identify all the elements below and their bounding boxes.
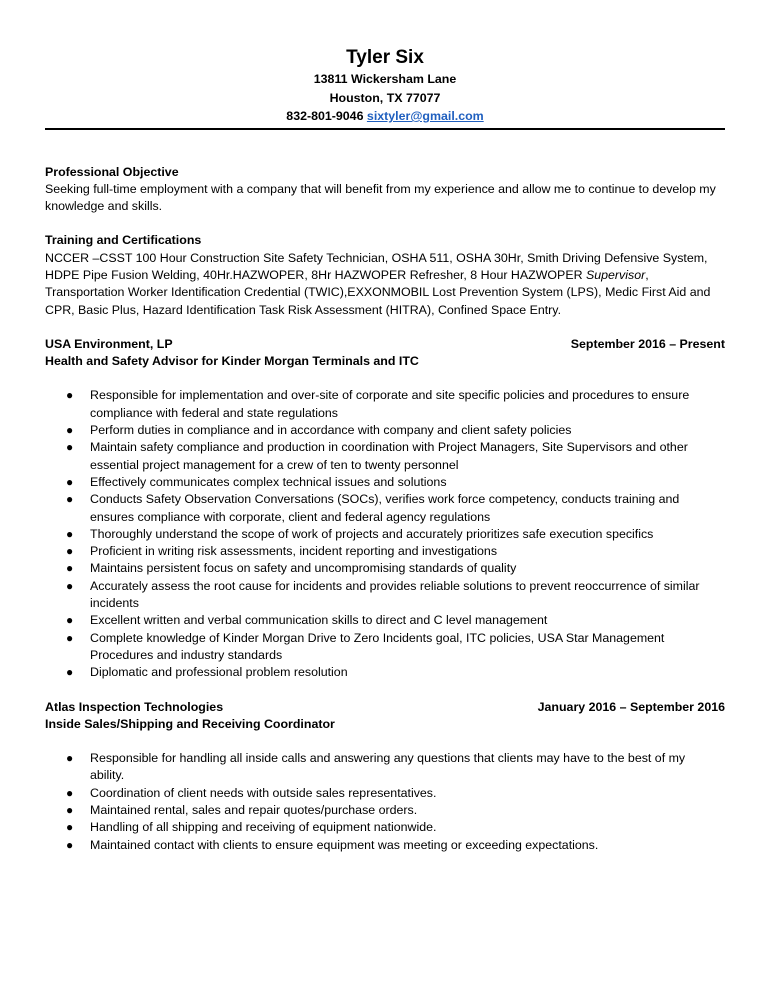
list-item [45, 474, 725, 491]
candidate-name: Tyler Six [346, 47, 424, 68]
bullet-icon: ● [66, 665, 74, 680]
bullet-icon: ● [66, 578, 74, 593]
bullet-icon: ● [66, 388, 74, 403]
job-header [45, 336, 725, 353]
list-item [45, 802, 725, 819]
bullet-icon: ● [66, 440, 74, 455]
list-item-text: Accurately assess the root cause for incidents and provides reliable solutions to prevent reoccurrence of similar incidents [90, 578, 700, 611]
bullet-icon: ● [66, 630, 74, 645]
objective-title: Professional Objective [45, 164, 179, 179]
bullet-icon: ● [66, 526, 74, 541]
list-item-text: Coordination of client needs with outside sales representatives. [90, 785, 437, 800]
bullet-icon: ● [66, 751, 74, 766]
objective-section [45, 164, 725, 216]
list-item-text: Effectively communicates complex technical issues and solutions [90, 474, 447, 489]
bullet-icon: ● [66, 785, 74, 800]
objective-text: Seeking full-time employment with a company that will benefit from my experience and allow me to continue to develop my knowledge and skills. [45, 181, 716, 214]
bullet-icon: ● [66, 837, 74, 852]
list-item-text: Maintained rental, sales and repair quotes/purchase orders. [90, 803, 418, 817]
resume-header [45, 46, 725, 126]
company-name: Atlas Inspection Technologies [45, 699, 224, 714]
list-item-text: Excellent written and verbal communication skills to direct and C level management [90, 613, 548, 628]
training-text [45, 250, 725, 319]
list-item-text: Conducts Safety Observation Conversations (SOCs), verifies work force competency, conducts training and ensures compliance with corporate, client and federal agency regulations [90, 492, 680, 524]
training-title: Training and Certifications [45, 233, 202, 248]
list-item-text: Handling of all shipping and receiving of equipment nationwide. [90, 820, 437, 835]
bullet-icon: ● [66, 474, 74, 489]
street-address: 13811 Wickersham Lane [313, 72, 457, 86]
list-item-text: Diplomatic and professional problem resolution [90, 665, 348, 680]
list-item-text: Maintain safety compliance and production in coordination with Project Managers, Site Supervisors and other essential project management for a crew of ten to twenty personnel [90, 440, 688, 472]
bullet-icon: ● [66, 803, 74, 817]
list-item [45, 630, 725, 665]
list-item-text: Complete knowledge of Kinder Morgan Drive to Zero Incidents goal, ITC policies, USA Star Management Procedures and industry standards [90, 630, 665, 662]
list-item [45, 526, 725, 543]
phone-number: 832-801-9046 [286, 109, 364, 123]
list-item [45, 664, 725, 681]
job-title: Health and Safety Advisor for Kinder Morgan Terminals and ITC [45, 354, 419, 369]
list-item [45, 422, 725, 439]
city-state-zip: Houston, TX 77077 [329, 90, 441, 105]
header-divider [45, 128, 725, 130]
list-item-text: Perform duties in compliance and in accordance with company and client safety policies [90, 423, 572, 438]
list-item-text: Thoroughly understand the scope of work of projects and accurately prioritizes safe execution specifics [90, 526, 654, 541]
job-header [45, 699, 725, 716]
company-name: USA Environment, LP [45, 336, 173, 351]
list-item-text: Proficient in writing risk assessments, incident reporting and investigations [90, 544, 498, 559]
job-title: Inside Sales/Shipping and Receiving Coordinator [45, 716, 335, 731]
list-item [45, 387, 725, 422]
training-section [45, 232, 725, 318]
job-duties-list [45, 750, 725, 854]
bullet-icon: ● [66, 561, 74, 576]
bullet-icon: ● [66, 820, 74, 835]
resume-page [45, 46, 725, 854]
list-item [45, 578, 725, 613]
training-text-italic: Supervisor [585, 267, 646, 282]
list-item-text: Maintained contact with clients to ensure equipment was meeting or exceeding expectations. [90, 837, 599, 852]
list-item [45, 750, 725, 785]
bullet-icon: ● [66, 492, 74, 507]
employment-dates: September 2016 – Present [570, 336, 725, 351]
list-item [45, 439, 725, 474]
training-text-part2: , Transportation Worker Identification Credential (TWIC),EXXONMOBIL Lost Prevention System (LPS), Medic First Aid and CPR, Basic Plus, Hazard Identification Task Risk Assessment (HITRA), Confined Space Entry. [45, 267, 711, 317]
list-item [45, 819, 725, 836]
list-item [45, 491, 725, 526]
list-item [45, 837, 725, 854]
job-section [45, 336, 725, 682]
bullet-icon: ● [66, 613, 74, 628]
contact-line [45, 107, 725, 126]
email-link[interactable]: sixtyler@gmail.com [366, 109, 484, 123]
list-item-text: Maintains persistent focus on safety and uncompromising standards of quality [90, 561, 517, 576]
list-item-text: Responsible for implementation and over-site of corporate and site specific policies and procedures to ensure compliance with federal and state regulations [90, 388, 690, 420]
list-item [45, 612, 725, 629]
job-duties-list [45, 387, 725, 681]
list-item [45, 543, 725, 560]
bullet-icon: ● [66, 423, 74, 438]
list-item-text: Responsible for handling all inside calls and answering any questions that clients may have to the best of my ability. [90, 751, 686, 783]
bullet-icon: ● [66, 544, 74, 559]
list-item [45, 785, 725, 802]
training-text-part1: NCCER –CSST 100 Hour Construction Site Safety Technician, OSHA 511, OSHA 30Hr, Smith Driving Defensive System, HDPE Pipe Fusion Welding, 40Hr.HAZWOPER, 8Hr HAZWOPER Refresher, 8 Hour HAZWOPER [45, 250, 708, 282]
job-section [45, 699, 725, 854]
employment-dates: January 2016 – September 2016 [537, 699, 725, 714]
list-item [45, 560, 725, 577]
